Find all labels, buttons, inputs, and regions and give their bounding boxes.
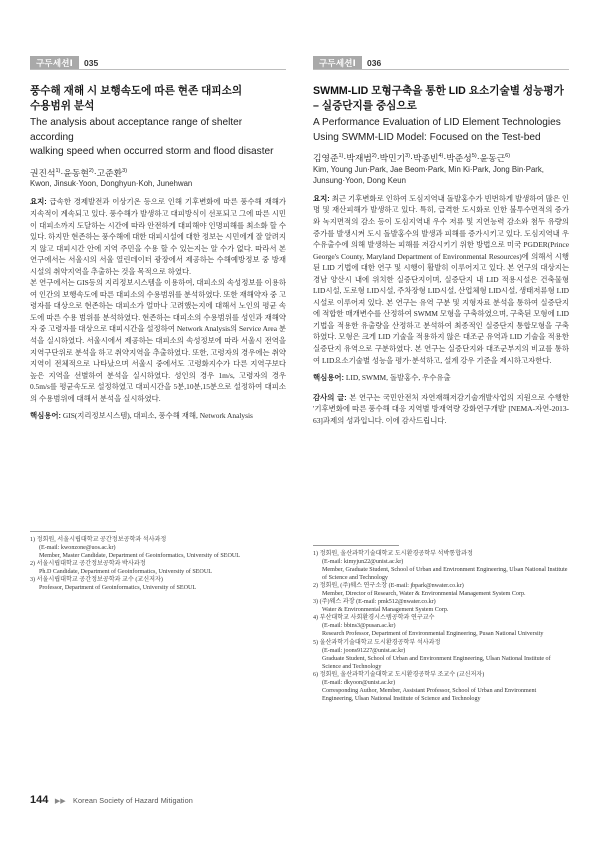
- title-ko-line-2: 수용범위 분석: [30, 100, 95, 112]
- author-name: 고준환: [96, 167, 123, 178]
- right-footnotes: [313, 545, 569, 703]
- title-en-line-1: A Performance Evaluation of LID Element Technologies: [313, 117, 561, 128]
- footnote-line: Corresponding Author, Member, Assistant Professor, School of Urban and Environment Engineering, Ulsan National Institute of Science and Technology: [322, 687, 537, 702]
- footnote-ko: 1) 정회원, 울산과학기술대학교 도시환경공학부 석박통합과정: [313, 551, 473, 557]
- title-en-line-2: walking speed when occurred storm and flood disaster: [30, 146, 274, 157]
- author-sup: 5): [471, 153, 477, 159]
- footnote-line: (E-mail: kimyjun22@unist.ac.kr): [322, 559, 404, 566]
- abstract-paragraph-1: [30, 196, 286, 277]
- author-sup: 3): [405, 153, 411, 159]
- footnote-item: [313, 671, 569, 703]
- article-title-korean: [313, 84, 569, 114]
- abstract-paragraph-1: [313, 193, 569, 366]
- footnote-item: [313, 550, 569, 582]
- footnote-ko: 5) 울산과학기술대학교 도시환경공학부 석사과정: [313, 639, 441, 646]
- footnote-line: Member, Director of Research, Water & Environmental Management System Corp.: [322, 591, 526, 598]
- author-name: 김영준: [313, 152, 339, 163]
- footnote-line: (E-mail: joons91227@unist.ac.kr): [322, 647, 406, 654]
- footnote-item: [313, 582, 569, 598]
- author-name: 박재범: [346, 152, 372, 163]
- left-footnotes: [30, 531, 286, 592]
- title-en-line-2: Using SWMM-LID Model: Focused on the Test-bed: [313, 131, 541, 143]
- right-article: [313, 0, 569, 426]
- title-ko-line-2: – 실증단지를 중심으로: [313, 100, 417, 112]
- author-sup: 6): [505, 153, 511, 159]
- author-name: 윤동근: [479, 152, 506, 163]
- authors-english: Kim, Young Jun·Park, Jae Beom·Park, Min Ki·Park, Jong Bin·Park, Junsung·Yoon, Dong Keun: [313, 164, 544, 185]
- author-name: 박준성: [446, 152, 472, 163]
- footnote-ko: 3) (주)웨스 과장 (E-mail: pmk512@nwater.co.kr): [313, 599, 436, 606]
- author-name: 박종빈: [412, 152, 439, 163]
- session-number: 036: [367, 58, 382, 68]
- author-sup: 2): [371, 153, 377, 159]
- double-arrow-icon: ▶▶: [54, 798, 66, 805]
- article-title-english: [313, 116, 569, 145]
- footnote-line: (E-mail: kwonzone@uos.ac.kr): [39, 545, 116, 552]
- authors-english: Kwon, Jinsuk·Yoon, Donghyun·Koh, Junehwan: [30, 179, 193, 189]
- author-sup: 1): [338, 153, 344, 159]
- session-header: [313, 56, 569, 70]
- article-title-korean: [30, 84, 286, 114]
- footnote-line: Professor, Department of Geoinformatics, University of SEOUL: [39, 585, 197, 592]
- abstract-label: 요지:: [313, 193, 330, 203]
- abstract-text: 급속한 경제발전과 이상기온 등으로 인해 기후변화에 따른 풍수해 재해가 지속적이 계속되고 있다. 풍수해가 발생하고 대피방식이 선포되고 그에 따른 시민이 대피소까지 도달하는 시간에 따라 안전하게 대피해야 인명피해를 최소화 할 수 있다. 하지만 현존하는 풍수해에 대한 대피시설에 대한 정보는 시민에게 잘 알려지지 않고 대피시간 안에 지역 주민을 수용 할 수 있는지는 알 수가 없다. 따라서 본 연구에서는 서울시의 서울 열린데이터 광장에서 제공하는 수해예방정보 중 방재시설의 취약지역을 추출하는 것을 목적으로 하였다.: [30, 197, 286, 276]
- footnote-item: [313, 639, 569, 671]
- abstract-text: 최근 기후변화로 인하여 도심지역내 돌발홍수가 빈번하게 발생하여 많은 인명 및 재산피해가 발생하고 있다. 특히, 급격한 도시화로 인한 불투수면적의 증가와 녹지면적의 감소 등이 도심지역내 우수 저류 및 지연능력 감소와 첨두 유량의 증가를 발생시켜 도시 돌발홍수의 발생과 피해를 증가시키고 있다. 도심지역내 우수유출수에 의해 발생하는 피해를 저감시키기 위한 방법으로 미국 PGDER(Prince George's County, Maryland Department of Environmental Resources)에 의해서 시행된 LID 기법에 대한 연구 및 시행이 활발히 이루어지고 있다. 본 연구의 대상지는 경남 양산시 내에 위치한 실증단지이며, 실증단지 내 LID 적용시설은 건축물형 LID시설, 도로형 LID시설, 주차장형 LID시설, 산업체형 LID시설, 생태저류형 LID시설로 이루어져 있다. 본 연구는 유역 구분 및 지형자료 분석을 통하여 실증단지에 적합한 매개변수를 산정하여 SWMM 모형을 구축하였으며, 구축된 모형에 LID 기법을 적용한 유출량을 산정하고 분석하여 최종적인 실증단지 통합모형을 구축하였다. 모형은 크게 LID 기술을 적용하지 않은 대조군 유역과 LID 기술을 적용한 실증단지 유역으로 구분하였다. 본 연구는 실증단지와 대조군부지의 비교를 통하여 LID요소기술별 성능을 평가·분석하고, 설계 강우 기준을 제시하고자한다.: [313, 193, 569, 365]
- author-name: 박민기: [379, 152, 406, 163]
- title-ko-line-1: 풍수해 재해 시 보행속도에 따른 현존 대피소의: [30, 85, 243, 97]
- footnote-line: Ph.D Candidate, Department of Geoinformatics, University of SEOUL: [39, 569, 212, 576]
- footnote-item: [30, 560, 286, 576]
- footnote-line: Research Professor, Department of Environmental Engineering, Pusan National University: [322, 631, 544, 638]
- keywords-label: 핵심용어:: [30, 411, 62, 421]
- footnote-line: (E-mail: bbins3@pusan.ac.kr): [322, 623, 396, 630]
- author-sup: 1): [55, 167, 61, 174]
- author-sup: 4): [438, 153, 444, 159]
- acknowledgement-label: 감사의 글:: [313, 392, 347, 402]
- journal-name: Korean Society of Hazard Mitigation: [73, 796, 193, 805]
- footnote-item: [30, 536, 286, 560]
- left-article: [30, 0, 286, 422]
- footnote-ko: 2) 서울시립대학교 공간정보공학과 박사과정: [30, 561, 146, 568]
- abstract: [313, 193, 569, 366]
- author-name: 윤동현: [63, 167, 89, 178]
- authors-korean: 권진석$^{1)}$·윤동현$^{2)}$·고준환$^{3)}$: [30, 167, 128, 178]
- article-title-english: [30, 116, 286, 160]
- page-footer: [30, 790, 193, 808]
- footnote-line: Graduate Student, School of Urban and Environment Engineering, Ulsan National Institute of Science and Technology: [322, 655, 551, 670]
- footnote-item: [30, 576, 286, 592]
- session-header: [30, 56, 286, 70]
- author-sup: 3): [122, 167, 128, 174]
- keywords-text: GIS(지리정보시스템), 대피소, 풍수해 재해, Network Analysis: [62, 411, 253, 421]
- authors-korean: 김영준$^{1)}$·박재범$^{2)}$·박민기$^{3)}$·박종빈$^{4)}$·박준성$^{5)}$·윤동근$^{6)}$: [313, 152, 511, 163]
- session-label: 구두세션Ⅰ: [30, 56, 79, 70]
- footnote-line: Member, Graduate Student, School of Urban and Environment Engineering, Ulsan National Institute of Science and Technology: [322, 567, 568, 582]
- acknowledgement: [313, 392, 569, 427]
- abstract-paragraph-2: 본 연구에서는 GIS등의 지리정보시스템을 이용하여, 대피소의 속성정보를 이용하여 인간의 보행속도에 따른 대피소의 수용범위를 분석하였다. 또한 재해약자 중 고령자를 대상으로 현존하는 대피소가 얼마나 고려했는지에 대해서 노인의 평균 속도에 따른 수용 범위를 분석하였다. 현존하는 대피소의 수용범위를 성인과 재해약자 중 고령자를 대상으로 대피시간을 설정하여 Network Analysis의 Service Area 분석을 실시하였다. 서울시에서 제공하는 대피소의 속성정보에 따라 서울시 전역을 지역구단위로 분석을 하고 취약지역을 추출하였다. 또한, 고령자의 경우에는 취약지역이 전체적으로 나타났으며 서울시 중에서도 고령화지수가 다른 지역구보다 높은 지역을 선별하여 분석을 실시하였다. 성인의 경우 1m/s, 고령자의 경우 0.5m/s를 평균속도로 설정하였고 대피시간을 5분,10분,15분으로 설정하여 대피소의 수용범위에 대해서 분석을 실시하였다.: [30, 278, 286, 403]
- keywords: [313, 372, 569, 384]
- session-divider: [313, 69, 569, 70]
- author-sup: 2): [88, 167, 94, 174]
- footnote-ko: 2) 정회원, (주)웨스 연구소장 (E-mail: jbpark@nwater.co.kr): [313, 583, 464, 590]
- title-ko-line-1: SWMM-LID 모형구축을 통한 LID 요소기술별 성능평가: [313, 85, 564, 97]
- title-en-line-1: The analysis about acceptance range of shelter according: [30, 117, 243, 143]
- keywords-text: LID, SWMM, 돌발홍수, 우수유출: [345, 373, 451, 383]
- keywords-label: 핵심용어:: [313, 373, 345, 383]
- footnote-ko: 4) 부산대학교 사회환경시스템공학과 연구교수: [313, 615, 435, 622]
- footnote-line: Water & Environmental Management System Corp.: [322, 607, 449, 614]
- author-name: 권진석: [30, 167, 56, 178]
- footnote-item: [313, 614, 569, 638]
- keywords: [30, 410, 286, 422]
- footnote-ko: 3) 서울시립대학교 공간정보공학과 교수 (교신저자): [30, 577, 163, 584]
- abstract-label: 요지:: [30, 197, 47, 207]
- footnote-line: Member, Master Candidate, Department of Geoinformatics, University of SEOUL: [39, 553, 240, 560]
- session-number: 035: [84, 58, 99, 68]
- footnote-line: (E-mail: dkyoon@unist.ac.kr): [322, 679, 396, 686]
- session-label: 구두세션Ⅰ: [313, 56, 362, 70]
- footnote-item: [313, 598, 569, 614]
- session-divider: [30, 69, 286, 70]
- abstract: [30, 196, 286, 404]
- footnote-ko: 6) 정회원, 울산과학기술대학교 도시환경공학부 조교수 (교신저자): [313, 671, 485, 678]
- acknowledgement-text: 본 연구는 국민안전처 자연재해저감기술개발사업의 지원으로 수행한 '기후변화에 따른 풍수해 대응 지역별 방재역량 강화연구개발' [NEMA-자연-2013-63]과제의 성과입니다. 이에 감사드립니다.: [313, 392, 569, 425]
- footnote-ko: 1) 정회원, 서울시립대학교 공간정보공학과 석사과정: [30, 537, 167, 543]
- page-number: 144: [30, 794, 49, 806]
